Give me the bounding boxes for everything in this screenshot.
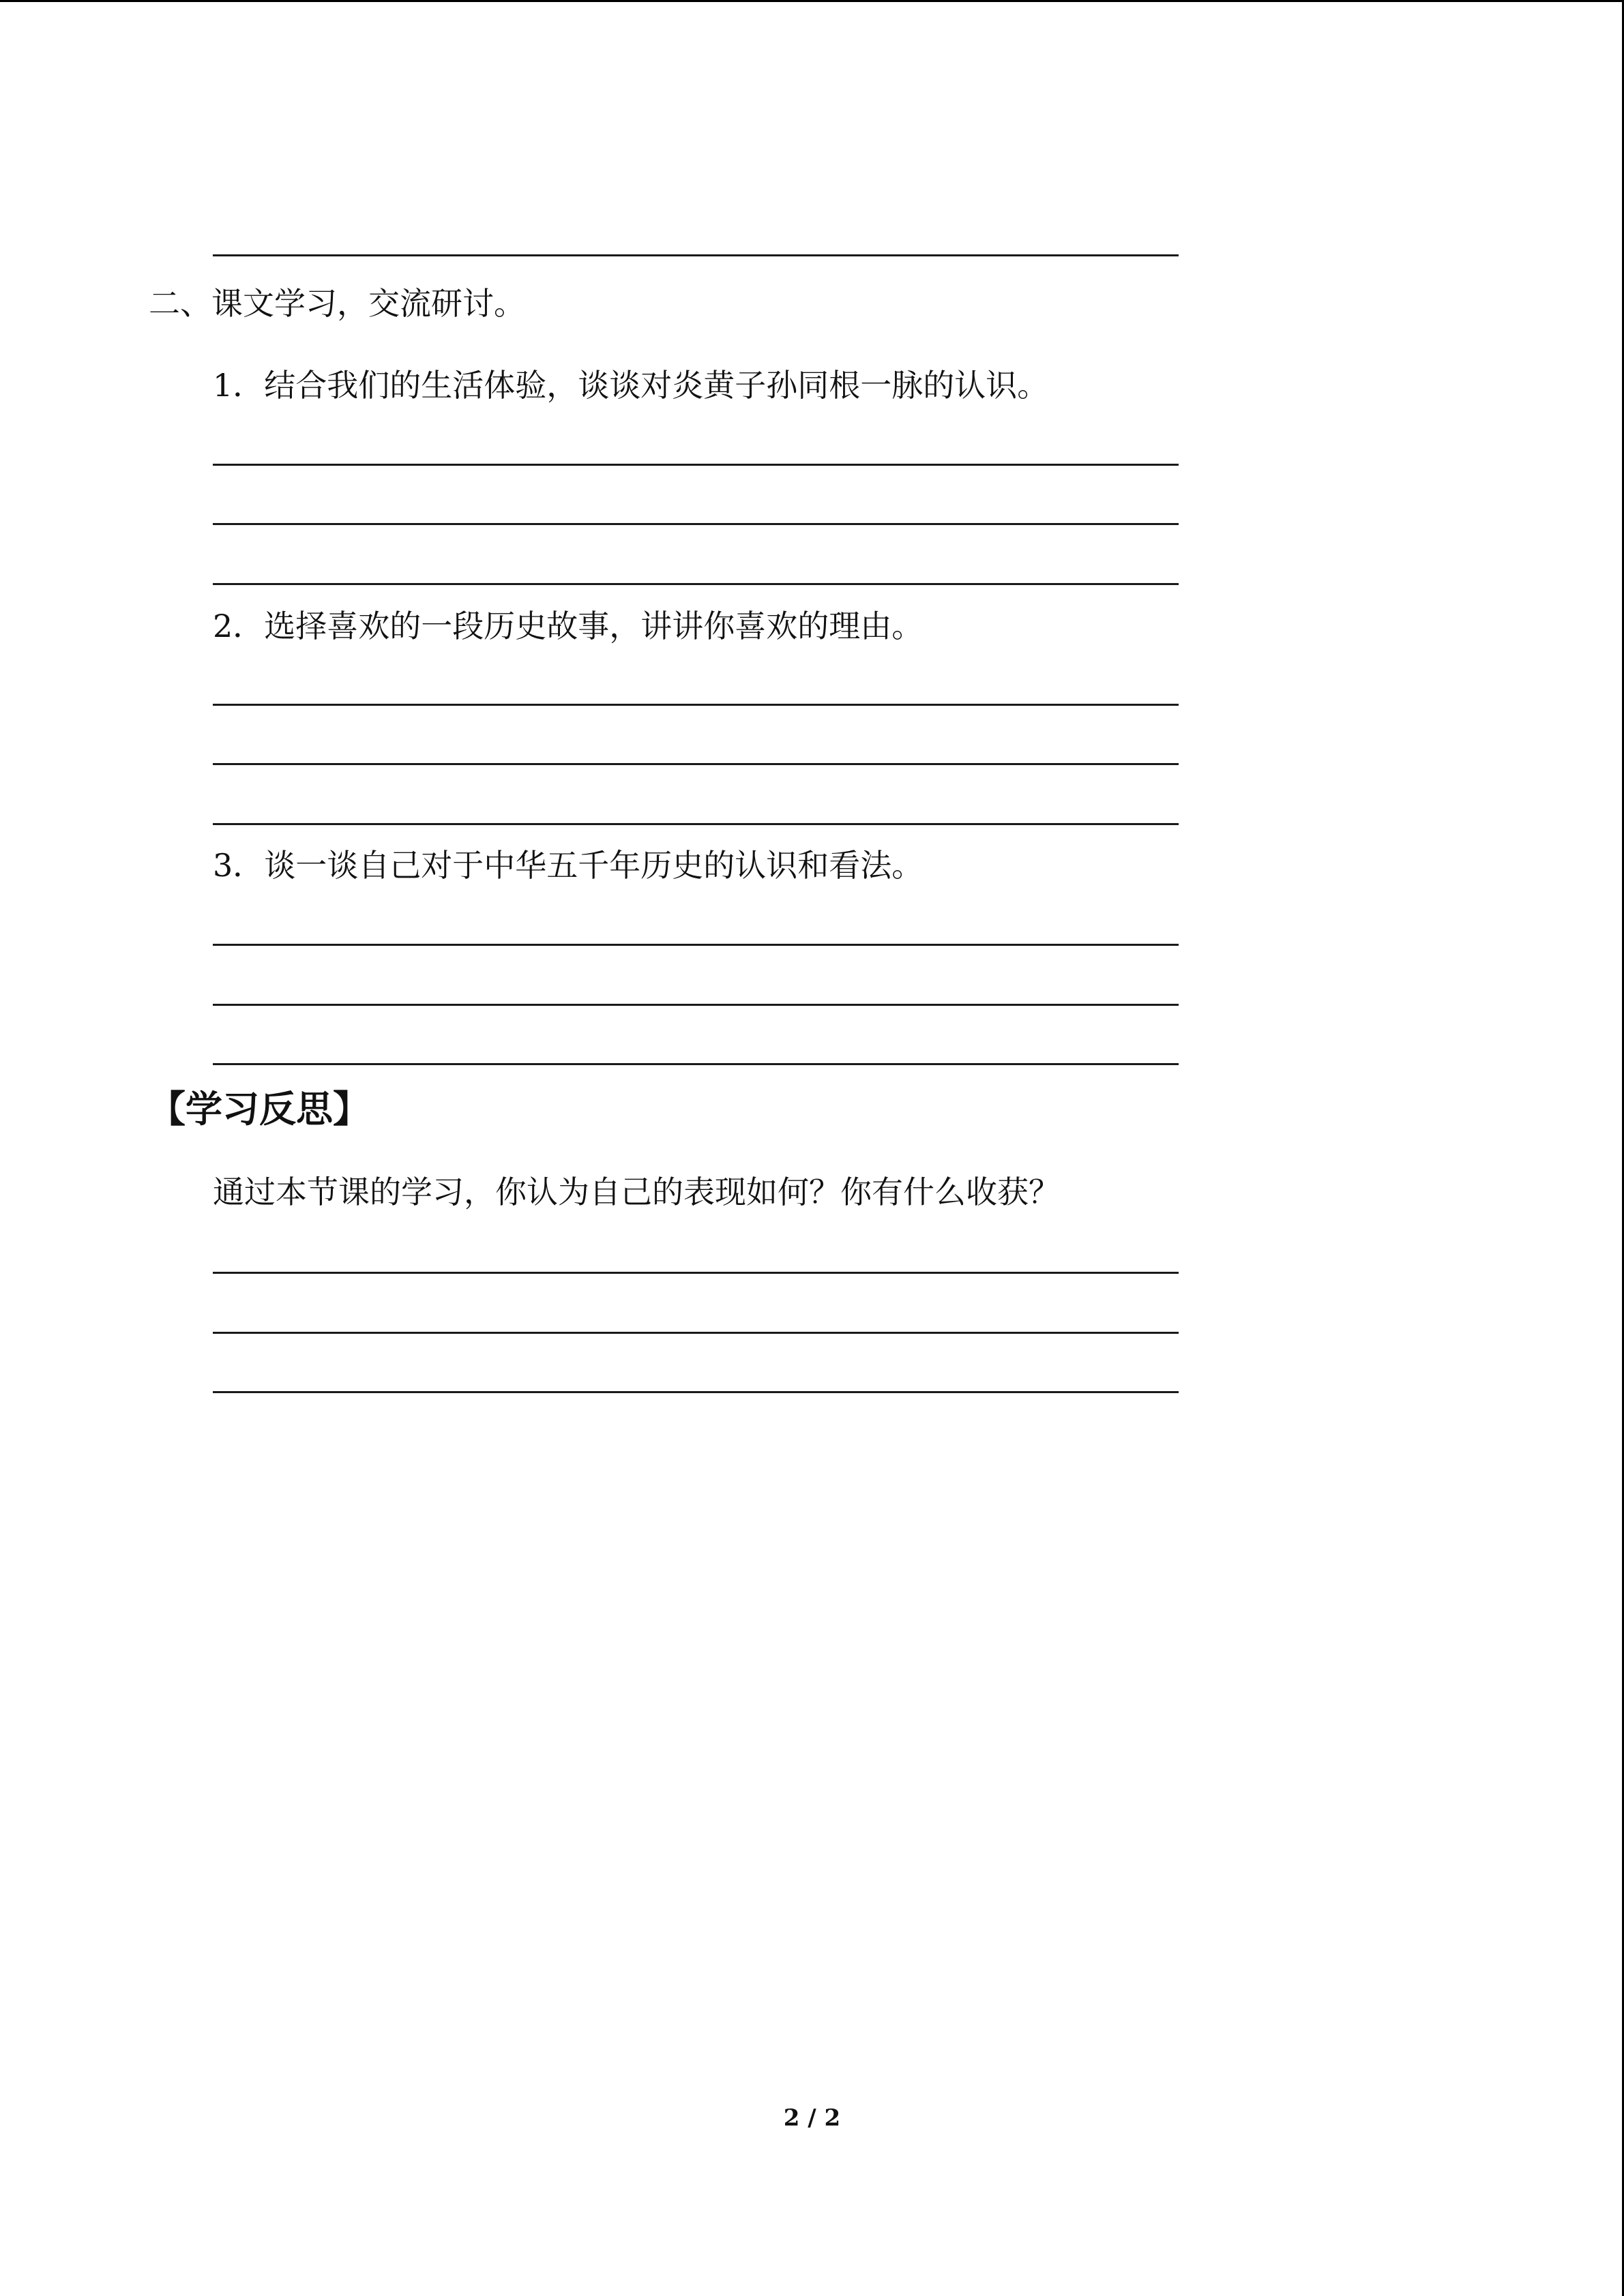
page-border-top — [0, 0, 1624, 2]
answer-line — [213, 1272, 1179, 1274]
answer-line — [213, 823, 1179, 825]
answer-line — [213, 1004, 1179, 1006]
answer-line — [213, 583, 1179, 585]
question-3: 3．谈一谈自己对于中华五千年历史的认识和看法。 — [213, 847, 924, 884]
reflection-prompt: 通过本节课的学习，你认为自己的表现如何？你有什么收获？ — [213, 1174, 1060, 1210]
answer-line — [213, 704, 1179, 706]
section-title: 二、课文学习，交流研讨。 — [149, 285, 525, 322]
answer-line — [213, 1063, 1179, 1065]
answer-line — [213, 763, 1179, 765]
answer-line — [213, 523, 1179, 525]
answer-line — [213, 944, 1179, 946]
question-2: 2．选择喜欢的一段历史故事，讲讲你喜欢的理由。 — [213, 608, 924, 644]
answer-line — [213, 464, 1179, 466]
question-1: 1．结合我们的生活体验，谈谈对炎黄子孙同根一脉的认识。 — [213, 367, 1049, 404]
page-number: 2 / 2 — [783, 2104, 841, 2132]
reflection-heading: 【学习反思】 — [149, 1088, 370, 1131]
answer-line — [213, 1332, 1179, 1334]
answer-line — [213, 254, 1179, 256]
answer-line — [213, 1391, 1179, 1393]
